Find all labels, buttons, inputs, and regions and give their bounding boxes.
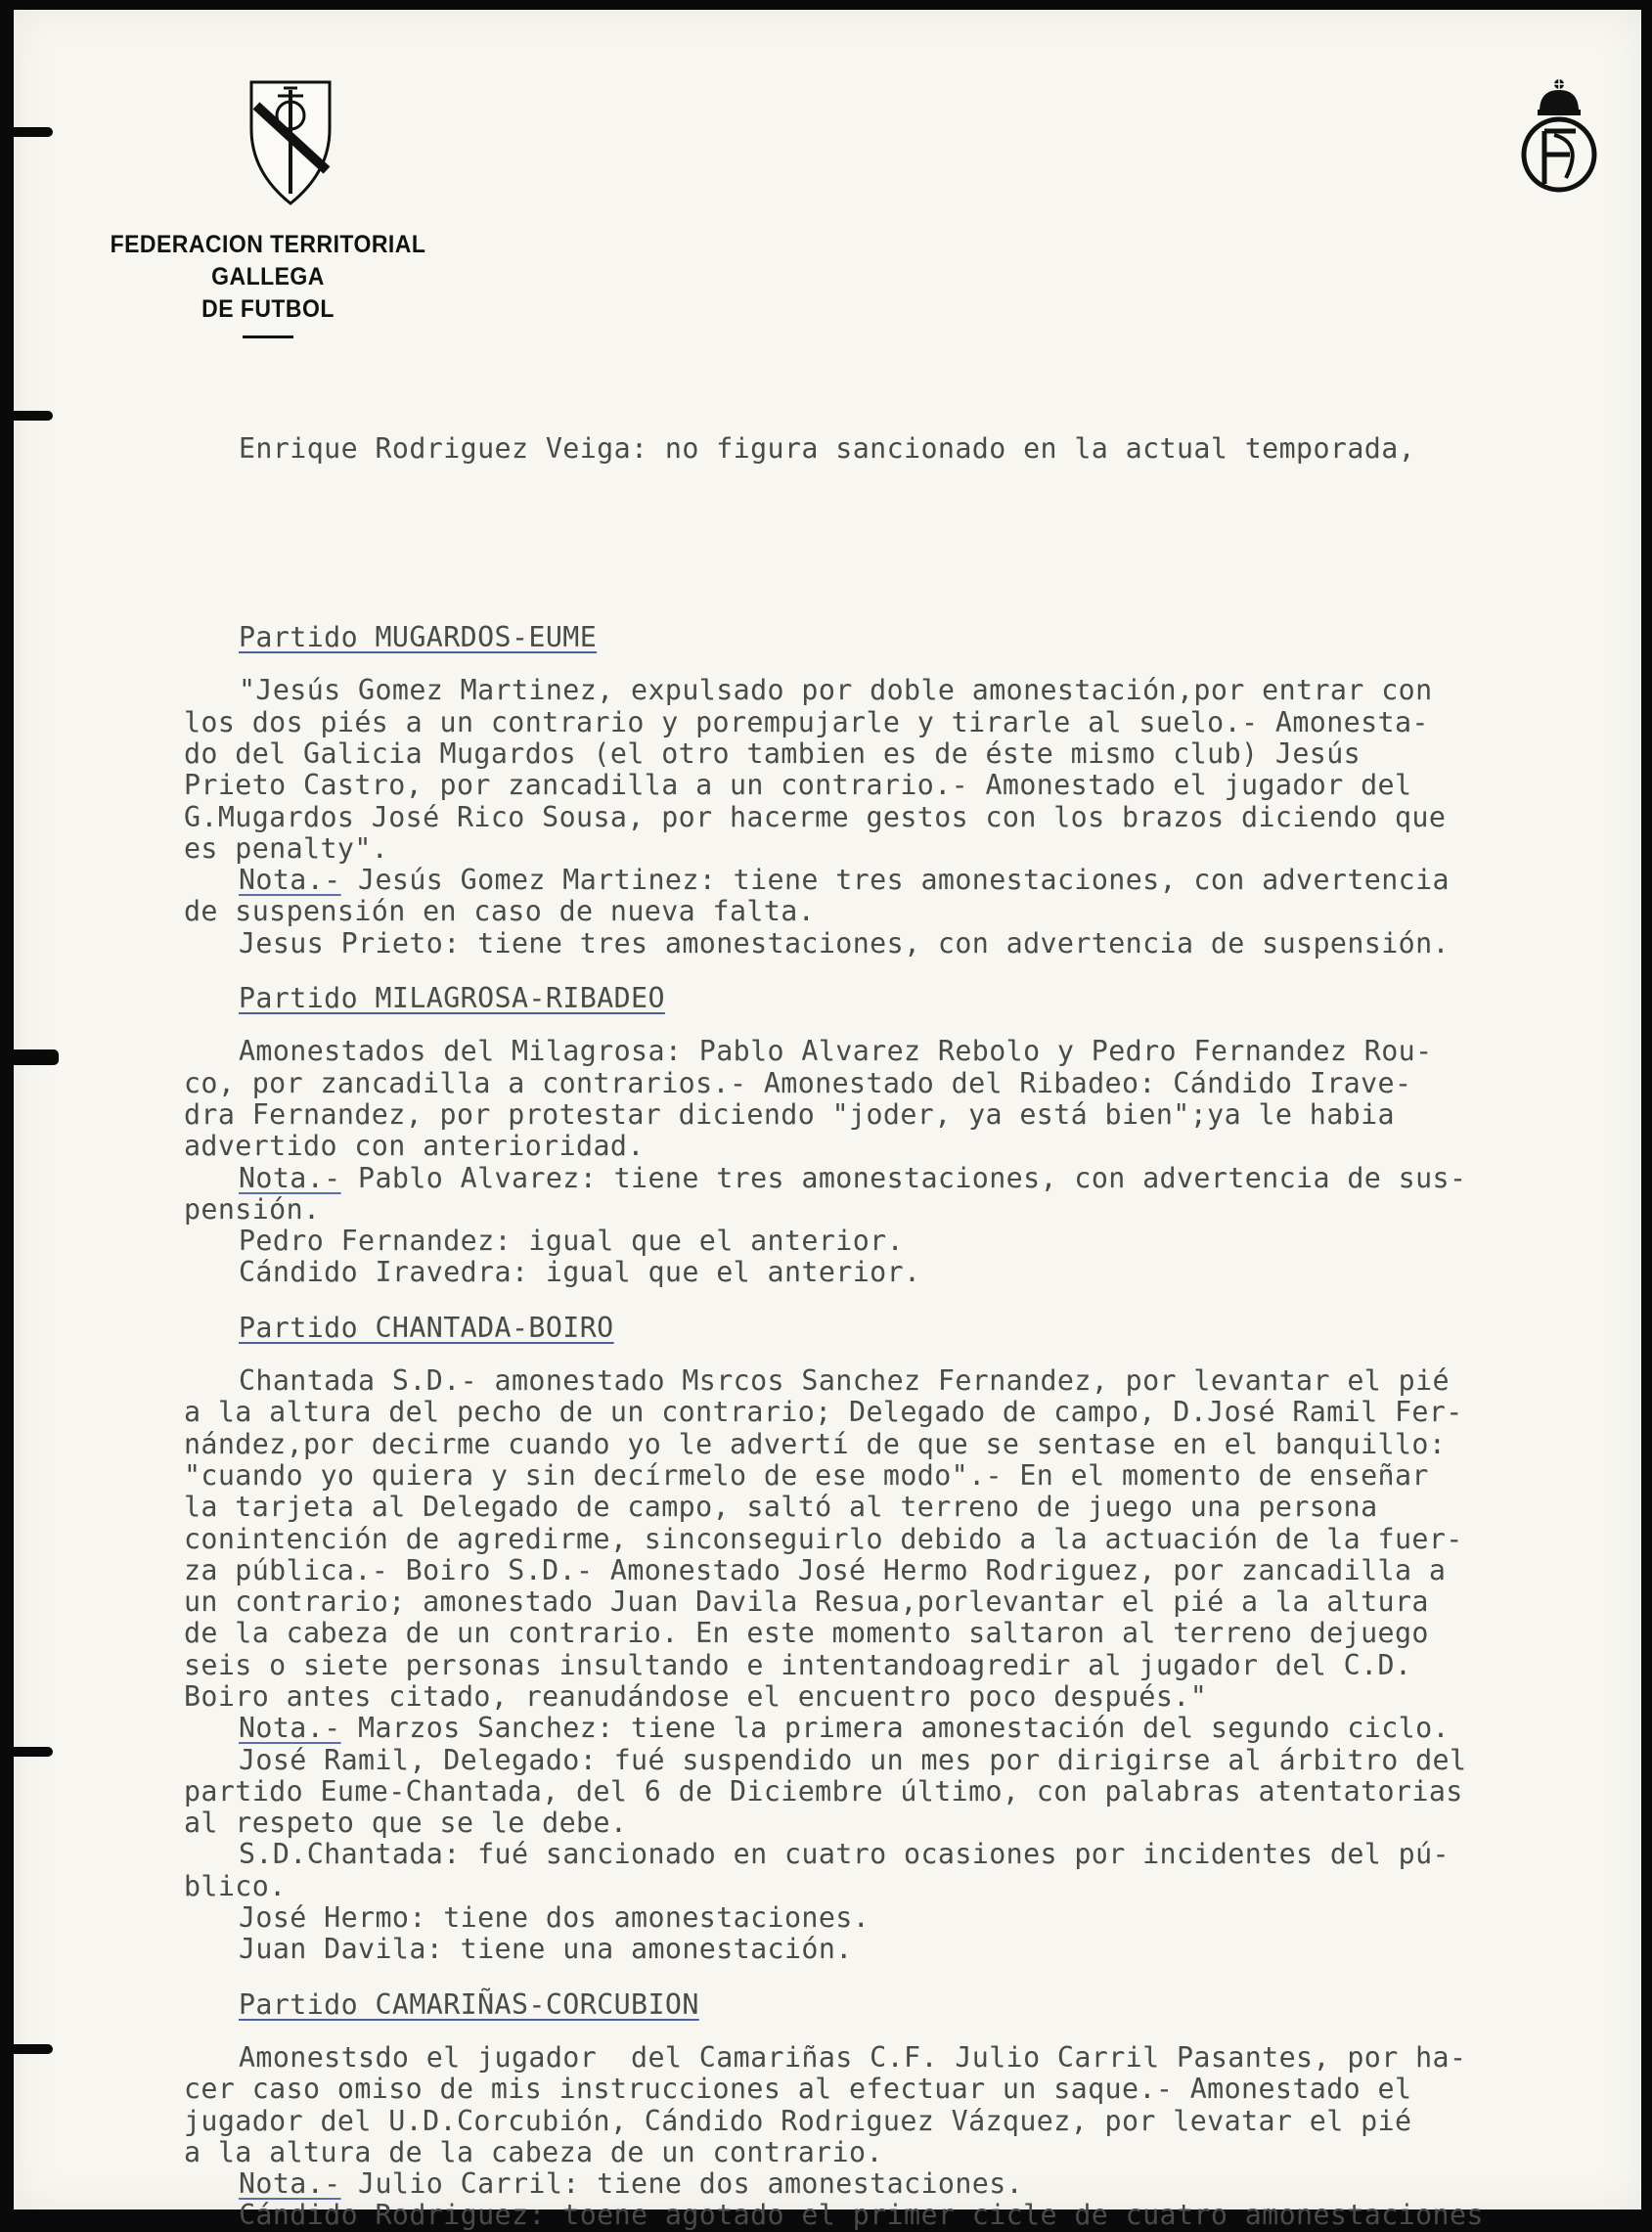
report-line: seis o siete personas insultando e intentandoagredir al jugador del C.D. (184, 1648, 1412, 1681)
binder-hole (14, 411, 53, 421)
binder-hole (14, 127, 53, 137)
nota-continuation-line: partido Eume-Chantada, del 6 de Diciembre último, con palabras atentatorias (184, 1774, 1463, 1808)
section-heading (239, 983, 1646, 1014)
nota-label: Nota.- (239, 1712, 341, 1745)
binder-hole (14, 1747, 53, 1757)
nota-continuation-line: Cándido Rodriguez: toene agotado el primer cicle de cuatro amonestaciones (239, 2199, 1484, 2232)
binder-hole (14, 2044, 53, 2054)
nota-text: Marzos Sanchez: tiene la primera amonestación del segundo ciclo. (340, 1712, 1450, 1745)
nota-text: Julio Carril: tiene dos amonestaciones. (340, 2167, 1024, 2201)
binder-hole (14, 1049, 59, 1065)
letterhead (92, 76, 444, 338)
report-line: a la altura de la cabeza de un contrario. (184, 2135, 883, 2168)
document-body (184, 370, 1646, 2232)
nota-continuation-line: de suspensión en caso de nueva falta. (184, 895, 816, 928)
report-line: Boiro antes citado, reanudándose el encuentro poco después." (184, 1679, 1208, 1713)
report-line: "cuando yo quiera y sin decírmelo de ese modo".- En el momento de enseñar (184, 1458, 1429, 1492)
report-line: un contrario; amonestado Juan Davila Resua,porlevantar el pié a la altura (184, 1585, 1429, 1619)
nota-continuation-line: pensión. (184, 1192, 321, 1226)
document-page (14, 10, 1641, 2232)
report-line: es penalty". (184, 831, 389, 865)
report-line: de la cabeza de un contrario. En este momento saltaron al terreno dejuego (184, 1617, 1429, 1650)
section-heading (239, 1313, 1646, 1344)
nota-continuation-line: José Ramil, Delegado: fué suspendido un mes por dirigirse al árbitro del (239, 1743, 1467, 1776)
report-line: conintención de agredirme, sinconseguirlo debido a la actuación de la fuer- (184, 1522, 1463, 1555)
galician-federation-crest-icon (248, 76, 333, 207)
report-line: Prieto Castro, por zancadilla a un contrario.- Amonestado el jugador del (184, 769, 1412, 802)
nota-line (239, 865, 1646, 896)
nota-label: Nota.- (239, 1161, 341, 1194)
report-line: a la altura del pecho de un contrario; Delegado de campo, D.José Ramil Fer- (184, 1396, 1463, 1429)
nota-detail-line: S.D.Chantada: fué sancionado en cuatro ocasiones por incidentes del pú- (239, 1838, 1450, 1871)
report-line: Amonestsdo el jugador del Camariñas C.F. Julio Carril Pasantes, por ha- (239, 2040, 1467, 2074)
report-line: Chantada S.D.- amonestado Msrcos Sanchez Fernandez, por levantar el pié (239, 1364, 1450, 1398)
report-line: za pública.- Boiro S.D.- Amonestado José Hermo Rodriguez, por zancadilla a (184, 1553, 1447, 1586)
federation-name-line2: DE FUTBOL (201, 295, 335, 323)
report-line: dra Fernandez, por protestar diciendo "joder, ya está bien";ya le habia (184, 1097, 1395, 1131)
report-line: nández,por decirme cuando yo le advertí de que se sentase en el banquillo: (184, 1427, 1447, 1460)
spanish-federation-emblem (1515, 76, 1603, 200)
section-heading-text: Partido MILAGROSA-RIBADEO (239, 982, 665, 1015)
report-line: advertido con anterioridad. (184, 1130, 645, 1163)
nota-label: Nota.- (239, 2167, 341, 2201)
report-line: G.Mugardos José Rico Sousa, por hacerme gestos con los brazos diciendo que (184, 800, 1447, 833)
section-heading-text: Partido MUGARDOS-EUME (239, 621, 598, 654)
report-line: los dos piés a un contrario y porempujarle y tirarle al suelo.- Amonesta- (184, 705, 1429, 738)
federation-name (106, 229, 429, 326)
report-line: do del Galicia Mugardos (el otro tambien es de éste mismo club) Jesús (184, 737, 1362, 770)
nota-detail-line: Jesus Prieto: tiene tres amonestaciones, con advertencia de suspensión. (239, 926, 1450, 960)
intro-line: Enrique Rodriguez Veiga: no figura sancionado en la actual temporada, (239, 431, 1416, 465)
nota-detail-line: José Hermo: tiene dos amonestaciones. (239, 1901, 871, 1935)
federation-name-line1: FEDERACION TERRITORIAL GALLEGA (110, 231, 426, 290)
report-line: co, por zancadilla a contrarios.- Amonestado del Ribadeo: Cándido Irave- (184, 1066, 1412, 1099)
nota-continuation-line: al respeto que se le debe. (184, 1807, 628, 1840)
report-line: jugador del U.D.Corcubión, Cándido Rodriguez Vázquez, por levatar el pié (184, 2104, 1412, 2137)
nota-detail-line: Juan Davila: tiene una amonestación. (239, 1933, 853, 1966)
section-heading (239, 622, 1646, 653)
report-line: la tarjeta al Delegado de campo, saltó al terreno de juego una persona (184, 1491, 1378, 1524)
nota-detail-line: blico. (184, 1869, 287, 1902)
nota-line (239, 1163, 1646, 1194)
nota-detail-line: Pedro Fernandez: igual que el anterior. (239, 1225, 905, 1258)
report-line: "Jesús Gomez Martinez, expulsado por doble amonestación,por entrar con (239, 674, 1433, 707)
nota-detail-line: Cándido Iravedra: igual que el anterior. (239, 1256, 921, 1289)
report-line: Amonestados del Milagrosa: Pablo Alvarez Rebolo y Pedro Fernandez Rou- (239, 1035, 1433, 1068)
section-heading-text: Partido CHANTADA-BOIRO (239, 1311, 614, 1344)
report-line: cer caso omiso de mis instrucciones al efectuar un saque.- Amonestado el (184, 2073, 1412, 2106)
nota-line (239, 1713, 1646, 1744)
section-heading-text: Partido CAMARIÑAS-CORCUBION (239, 1987, 699, 2021)
section-heading (239, 1989, 1646, 2021)
nota-label: Nota.- (239, 864, 341, 897)
nota-line (239, 2168, 1646, 2200)
spanish-federation-crowned-emblem-icon (1515, 76, 1603, 196)
header-rule (243, 335, 293, 338)
nota-text: Pablo Alvarez: tiene tres amonestaciones, con advertencia de sus- (340, 1161, 1467, 1194)
nota-text: Jesús Gomez Martinez: tiene tres amonestaciones, con advertencia (340, 864, 1450, 897)
